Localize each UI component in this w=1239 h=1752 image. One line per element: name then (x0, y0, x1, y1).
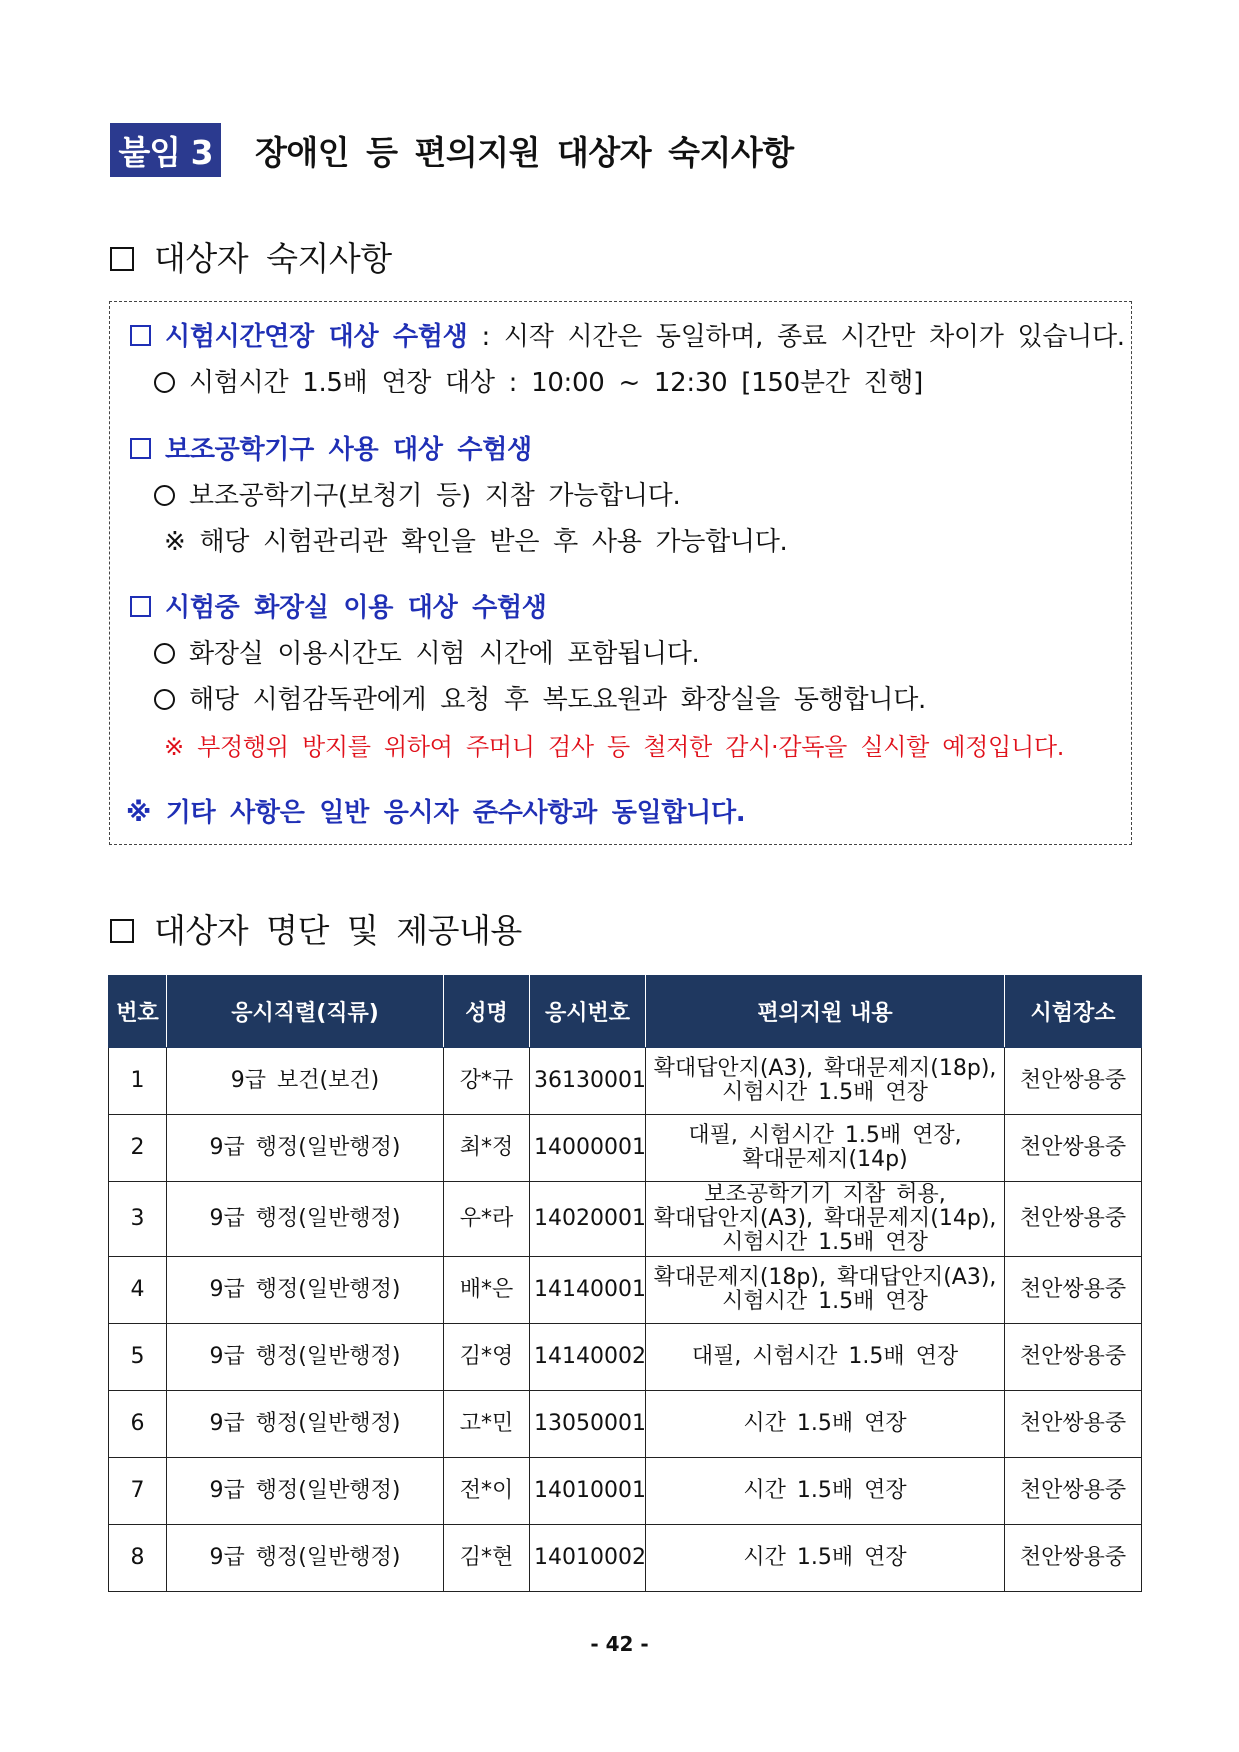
table-cell: 9급 행정(일반행정) (167, 1458, 444, 1525)
table-cell: 우*라 (444, 1182, 530, 1257)
table-cell: 6 (109, 1391, 167, 1458)
table-cell: 천안쌍용중 (1005, 1182, 1142, 1257)
circle-bullet-icon (154, 485, 175, 506)
table-cell: 9급 행정(일반행정) (167, 1324, 444, 1391)
table-cell: 확대문제지(18p), 확대답안지(A3), 시험시간 1.5배 연장 (646, 1257, 1005, 1324)
blue-square-bullet-icon (130, 325, 151, 346)
table-cell: 천안쌍용중 (1005, 1391, 1142, 1458)
table-cell: 2 (109, 1115, 167, 1182)
table-cell: 대필, 시험시간 1.5배 연장 (646, 1324, 1005, 1391)
table-cell: 3 (109, 1182, 167, 1257)
table-row (109, 1391, 1142, 1458)
section-heading-text: 대상자 숙지사항 (154, 239, 392, 278)
table-cell: 고*민 (444, 1391, 530, 1458)
column-header: 번호 (109, 976, 167, 1048)
table-cell: 14010001 (530, 1458, 646, 1525)
table-row (109, 1182, 1142, 1257)
table-cell: 시간 1.5배 연장 (646, 1525, 1005, 1592)
table-cell: 14140002 (530, 1324, 646, 1391)
circle-bullet-icon (154, 372, 175, 393)
table-cell: 1 (109, 1048, 167, 1115)
table-cell: 14010002 (530, 1525, 646, 1592)
table-cell: 확대답안지(A3), 확대문제지(18p), 시험시간 1.5배 연장 (646, 1048, 1005, 1115)
page-number: - 42 - (590, 1632, 649, 1656)
assistive-title: 보조공학기구 사용 대상 수험생 (165, 435, 532, 465)
table-cell: 시간 1.5배 연장 (646, 1391, 1005, 1458)
table-cell: 김*현 (444, 1525, 530, 1592)
restroom-item-1-text: 화장실 이용시간도 시험 시간에 포함됩니다. (189, 639, 700, 669)
table-cell: 시간 1.5배 연장 (646, 1458, 1005, 1525)
table-cell: 천안쌍용중 (1005, 1324, 1142, 1391)
other-notice: ※ 기타 사항은 일반 응시자 준수사항과 동일합니다. (126, 798, 746, 828)
table-cell: 36130001 (530, 1048, 646, 1115)
table-row (109, 1458, 1142, 1525)
table-cell: 강*규 (444, 1048, 530, 1115)
column-header: 응시번호 (530, 976, 646, 1048)
table-cell: 9급 보건(보건) (167, 1048, 444, 1115)
restroom-item-1 (154, 633, 700, 670)
attachment-badge: 붙임 3 (110, 123, 221, 177)
column-header: 시험장소 (1005, 976, 1142, 1048)
section-heading-text: 대상자 명단 및 제공내용 (154, 911, 522, 950)
section-heading-notices (110, 233, 392, 280)
table-cell: 14000001 (530, 1115, 646, 1182)
table-cell: 9급 행정(일반행정) (167, 1182, 444, 1257)
restroom-title: 시험중 화장실 이용 대상 수험생 (165, 593, 547, 623)
table-row (109, 1257, 1142, 1324)
table-cell: 천안쌍용중 (1005, 1115, 1142, 1182)
table-cell: 14140001 (530, 1257, 646, 1324)
blue-square-bullet-icon (130, 438, 151, 459)
assistive-notice (130, 429, 532, 466)
candidate-table (108, 975, 1142, 1592)
table-cell: 김*영 (444, 1324, 530, 1391)
table-header-row (109, 976, 1142, 1048)
column-header: 응시직렬(직류) (167, 976, 444, 1048)
document-title: 장애인 등 편의지원 대상자 숙지사항 (255, 132, 794, 172)
square-bullet-icon (110, 919, 134, 943)
assistive-item (154, 475, 680, 512)
circle-bullet-icon (154, 643, 175, 664)
table-cell: 최*정 (444, 1115, 530, 1182)
extension-desc: : 시작 시간은 동일하며, 종료 시간만 차이가 있습니다. (481, 322, 1125, 352)
table-cell: 9급 행정(일반행정) (167, 1257, 444, 1324)
table-cell: 대필, 시험시간 1.5배 연장, 확대문제지(14p) (646, 1115, 1005, 1182)
extension-title: 시험시간연장 대상 수험생 (165, 322, 468, 352)
table-cell: 보조공학기기 지참 허용, 확대답안지(A3), 확대문제지(14p), 시험시간 1.5배 연장 (646, 1182, 1005, 1257)
table-cell: 천안쌍용중 (1005, 1458, 1142, 1525)
table-cell: 4 (109, 1257, 167, 1324)
table-cell: 13050001 (530, 1391, 646, 1458)
table-cell: 천안쌍용중 (1005, 1257, 1142, 1324)
table-cell: 9급 행정(일반행정) (167, 1525, 444, 1592)
table-cell: 5 (109, 1324, 167, 1391)
section-heading-list (110, 905, 522, 952)
extension-item (154, 362, 923, 399)
table-cell: 8 (109, 1525, 167, 1592)
table-cell: 배*은 (444, 1257, 530, 1324)
assistive-note: ※ 해당 시험관리관 확인을 받은 후 사용 가능합니다. (164, 527, 788, 557)
table-row (109, 1115, 1142, 1182)
restroom-item-2-text: 해당 시험감독관에게 요청 후 복도요원과 화장실을 동행합니다. (189, 685, 926, 715)
table-row (109, 1324, 1142, 1391)
column-header: 성명 (444, 976, 530, 1048)
extension-item-text: 시험시간 1.5배 연장 대상 : 10:00 ~ 12:30 [150분간 진행] (189, 368, 923, 398)
table-cell: 7 (109, 1458, 167, 1525)
assistive-item-text: 보조공학기구(보청기 등) 지참 가능합니다. (189, 481, 681, 511)
table-cell: 9급 행정(일반행정) (167, 1115, 444, 1182)
square-bullet-icon (110, 247, 134, 271)
document-header (110, 123, 794, 177)
table-cell: 14020001 (530, 1182, 646, 1257)
table-cell: 천안쌍용중 (1005, 1048, 1142, 1115)
table-cell: 9급 행정(일반행정) (167, 1391, 444, 1458)
restroom-item-2 (154, 679, 926, 716)
table-row (109, 1525, 1142, 1592)
blue-square-bullet-icon (130, 596, 151, 617)
restroom-notice (130, 587, 547, 624)
table-row (109, 1048, 1142, 1115)
extension-notice (130, 316, 1125, 353)
circle-bullet-icon (154, 689, 175, 710)
notice-box (109, 301, 1132, 845)
column-header: 편의지원 내용 (646, 976, 1005, 1048)
restroom-warning: ※ 부정행위 방지를 위하여 주머니 검사 등 철저한 감시·감독을 실시할 예정입니다. (164, 733, 1065, 761)
table-cell: 전*이 (444, 1458, 530, 1525)
table-cell: 천안쌍용중 (1005, 1525, 1142, 1592)
